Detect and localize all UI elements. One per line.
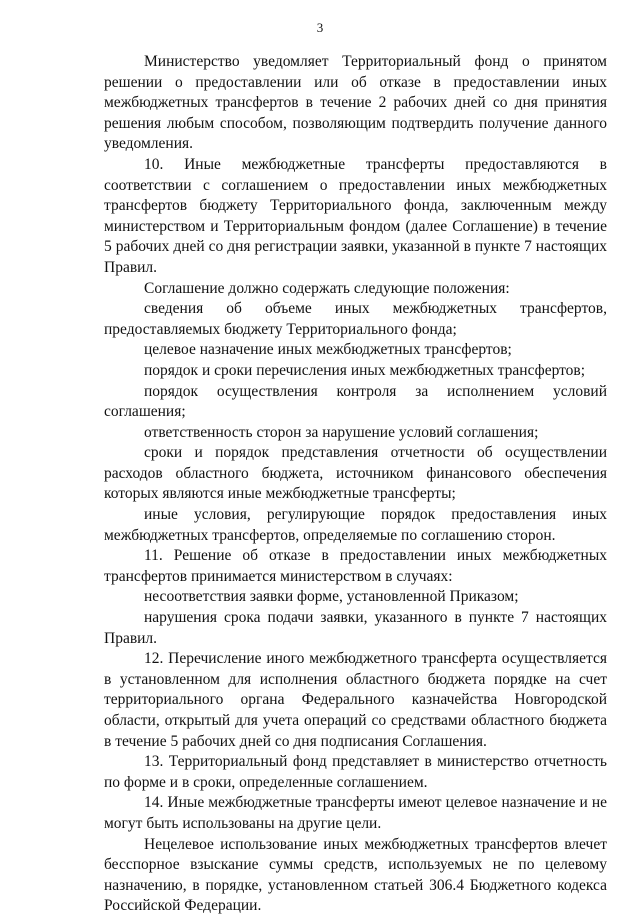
paragraph-agreement-provisions: Соглашение должно содержать следующие положения: — [144, 279, 510, 297]
paragraph-item-10: 10. Иные межбюджетные трансферты предоставляются в соответствии с соглашением о предоставлении иных межбюджетных трансфертов бюджету Территориального фонда, заключенным между министерством и Территориальным фондом (далее Соглашение) в течение 5 рабочих дней со дня регистрации заявки, указанной в пункте 7 настоящих Правил. — [104, 155, 607, 276]
refusal-reason-deadline: нарушения срока подачи заявки, указанного в пункте 7 настоящих Правил. — [104, 609, 607, 647]
provision-other-conditions: иные условия, регулирующие порядок предоставления иных межбюджетных трансфертов, определяемые по соглашению сторон. — [104, 506, 607, 544]
page-number: 3 — [316, 20, 324, 35]
paragraph-item-11: 11. Решение об отказе в предоставлении иных межбюджетных трансфертов принимается министерством в случаях: — [104, 547, 607, 585]
paragraph-item-12: 12. Перечисление иного межбюджетного трансферта осуществляется в установленном для исполнения областного бюджета порядке на счет территориального органа Федерального казначейства Новгородской области, открытый для учета операций со средствами областного бюджета в течение 5 рабочих дней со дня подписания Соглашения. — [104, 650, 607, 750]
provision-transfer-terms: порядок и сроки перечисления иных межбюджетных трансфертов; — [144, 361, 586, 379]
provision-reporting: сроки и порядок представления отчетности об осуществлении расходов областного бюджета, источником финансового обеспечения которых являются иные межбюджетные трансферты; — [104, 444, 607, 503]
paragraph-notification: Министерство уведомляет Территориальный фонд о принятом решении о предоставлении или об отказе в предоставлении иных межбюджетных трансфертов в течение 2 рабочих дней со дня принятия решения любым способом, позволяющим подтвердить получение данного уведомления. — [104, 53, 607, 153]
document-body — [104, 52, 607, 917]
refusal-reason-form: несоответствия заявки форме, установленной Приказом; — [144, 588, 519, 606]
paragraph-misuse: Нецелевое использование иных межбюджетных трансфертов влечет бесспорное взыскание суммы средств, используемых не по целевому назначению, в порядке, установленном статьей 306.4 Бюджетного кодекса Российской Федерации. — [104, 835, 607, 915]
paragraph-item-13: 13. Территориальный фонд представляет в министерство отчетность по форме и в сроки, определенные соглашением. — [104, 753, 607, 791]
provision-purpose: целевое назначение иных межбюджетных трансфертов; — [144, 341, 512, 359]
provision-control: порядок осуществления контроля за исполнением условий соглашения; — [104, 382, 607, 421]
provision-volume: сведения об объеме иных межбюджетных трансфертов, предоставляемых бюджету Территориального фонда; — [104, 300, 607, 338]
paragraph-item-14: 14. Иные межбюджетные трансферты имеют целевое назначение и не могут быть использованы на другие цели. — [104, 794, 607, 832]
provision-responsibility: ответственность сторон за нарушение условий соглашения; — [144, 423, 539, 441]
